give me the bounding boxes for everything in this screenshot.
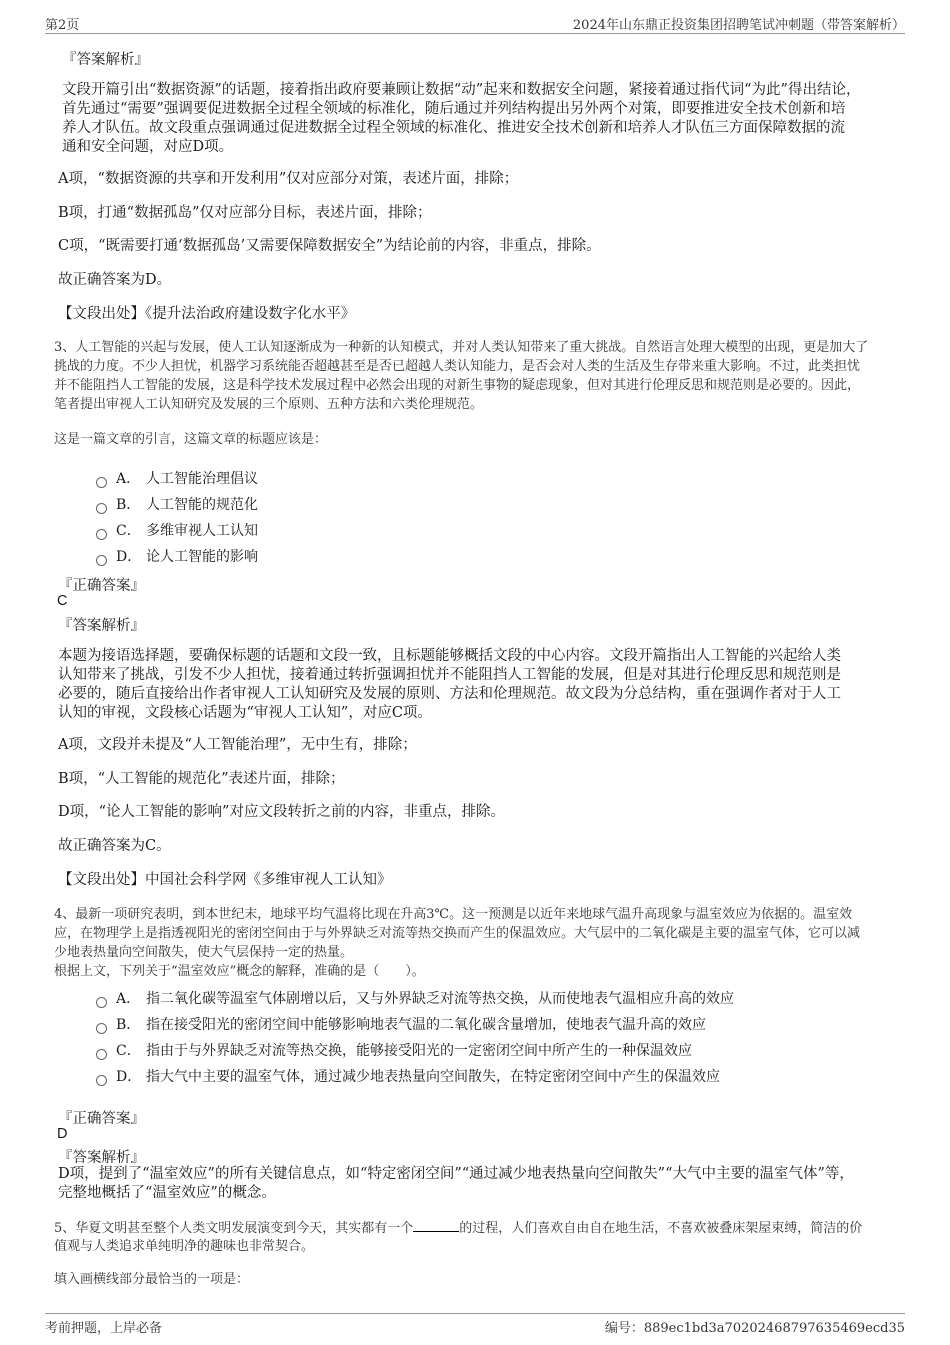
q3-correct-label: 『正确答案』 xyxy=(58,578,145,594)
radio-icon[interactable] xyxy=(96,997,107,1008)
option-text: 指二氧化碳等温室气体剧增以后，又与外界缺乏对流等热交换，从而使地表气温相应升高的效应 xyxy=(146,991,734,1007)
q3-analysis-label: 『答案解析』 xyxy=(58,618,145,634)
document-title: 2024年山东鼎正投资集团招聘笔试冲刺题（带答案解析） xyxy=(572,18,905,33)
fill-blank xyxy=(413,1218,459,1232)
q4-correct-label: 『正确答案』 xyxy=(58,1111,145,1127)
q3-analysis-line: 认知带来了挑战，引发不少人担忧，接着通过转折强调担忧并不能阻挡人工智能的发展，但是对其进行伦理反思和规范则是 xyxy=(58,667,841,683)
q4-stem-line: 应，在物理学上是指透视阳光的密闭空间由于与外界缺乏对流等热交换而产生的保温效应。大气层中的二氧化碳是主要的温室气体，它可以减 xyxy=(54,926,861,941)
radio-icon[interactable] xyxy=(96,1075,107,1086)
option-key: A． xyxy=(116,991,141,1007)
footer-slogan: 考前押题，上岸必备 xyxy=(45,1321,163,1336)
option-key: D． xyxy=(116,549,142,565)
q4-stem-line: 4、最新一项研究表明，到本世纪末，地球平均气温将比现在升高3℃。这一预测是以近年来地球气温升高现象与温室效应为依据的。温室效 xyxy=(54,907,853,922)
q3-correct-answer: C xyxy=(57,593,68,609)
q4-analysis-line: D项，提到了“温室效应”的所有关键信息点，如“特定密闭空间”“通过减少地表热量向空间散失”“大气中主要的温室气体”等， xyxy=(58,1166,854,1182)
q3-option-b[interactable] xyxy=(96,494,258,514)
page-footer xyxy=(45,1313,905,1336)
q3-analysis-line: 必要的，随后直接给出作者审视人工认知研究及发展的原则、方法和伦理规范。故文段为分总结构，重在强调作者对于人工 xyxy=(58,686,841,702)
q5-stem-before: 5、华夏文明甚至整个人类文明发展演变到今天，其实都有一个 xyxy=(54,1221,414,1236)
q3-option-a-note: A项，文段并未提及“人工智能治理”，无中生有，排除； xyxy=(58,737,417,753)
option-text: 论人工智能的影响 xyxy=(146,549,258,565)
document-code: 编号：889ec1bd3a70202468797635469ecd35 xyxy=(604,1321,905,1336)
option-key: D． xyxy=(116,1069,142,1085)
q3-option-d[interactable] xyxy=(96,546,258,566)
option-text: 指在接受阳光的密闭空间中能够影响地表气温的二氧化碳含量增加，使地表气温升高的效应 xyxy=(146,1017,706,1033)
q2-option-a-note: A项，“数据资源的共享和开发利用”仅对应部分对策，表述片面，排除； xyxy=(58,171,519,187)
q2-analysis-label: 『答案解析』 xyxy=(62,52,149,68)
q3-option-b-note: B项，“人工智能的规范化”表述片面，排除； xyxy=(58,771,345,787)
q4-analysis-label: 『答案解析』 xyxy=(58,1150,145,1166)
q2-source: 【文段出处】《提升法治政府建设数字化水平》 xyxy=(58,306,356,322)
q3-stem-line: 挑战的力度。不少人担忧，机器学习系统能否超越甚至是否已超越人类认知能力，是否会对人类的生活及生存带来重大影响。不过，此类担忧 xyxy=(54,359,861,374)
q4-option-d[interactable] xyxy=(96,1066,720,1086)
q3-stem-line: 3、人工智能的兴起与发展，使人工认知逐渐成为一种新的认知模式，并对人类认知带来了重大挑战。自然语言处理大模型的出现，更是加大了 xyxy=(54,340,869,355)
option-text: 人工智能治理倡议 xyxy=(146,471,258,487)
q3-stem-line: 笔者提出审视人工认知研究及发展的三个原则、五种方法和六类伦理规范。 xyxy=(54,397,484,412)
q5-stem-line: 值观与人类追求单纯明净的趣味也非常契合。 xyxy=(54,1239,315,1254)
q3-stem-line: 并不能阻挡人工智能的发展，这是科学技术发展过程中必然会出现的对新生事物的疑虑现象，但对其进行伦理反思和规范则是必要的。因此， xyxy=(54,378,861,393)
q3-analysis-line: 本题为接语选择题，要确保标题的话题和文段一致，且标题能够概括文段的中心内容。文段开篇指出人工智能的兴起给人类 xyxy=(58,648,841,664)
q4-prompt: 根据上文，下列关于“温室效应”概念的解释，准确的是（ ）。 xyxy=(54,964,425,979)
q2-answer: 故正确答案为D。 xyxy=(58,272,172,288)
radio-icon[interactable] xyxy=(96,503,107,514)
q5-prompt: 填入画横线部分最恰当的一项是： xyxy=(54,1272,250,1287)
radio-icon[interactable] xyxy=(96,529,107,540)
option-text: 人工智能的规范化 xyxy=(146,497,258,513)
q2-option-c-note: C项，“既需要打通‘数据孤岛’又需要保障数据安全”为结论前的内容，非重点，排除。 xyxy=(58,238,601,254)
option-text: 指大气中主要的温室气体，通过减少地表热量向空间散失，在特定密闭空间中产生的保温效应 xyxy=(146,1069,720,1085)
radio-icon[interactable] xyxy=(96,1023,107,1034)
page-header xyxy=(45,11,905,34)
q3-option-a[interactable] xyxy=(96,468,258,488)
q4-option-c[interactable] xyxy=(96,1040,692,1060)
q4-stem-line: 少地表热量向空间散失，使大气层保持一定的热量。 xyxy=(54,945,354,960)
q2-analysis-line: 首先通过“需要”强调要促进数据全过程全领域的标准化，随后通过并列结构提出另外两个对策，即要推进安全技术创新和培 xyxy=(62,101,846,117)
q2-option-b-note: B项，打通“数据孤岛”仅对应部分目标，表述片面，排除； xyxy=(58,205,432,221)
q2-analysis-line: 通和安全问题，对应D项。 xyxy=(62,139,234,155)
q2-analysis-line: 养人才队伍。故文段重点强调通过促进数据全过程全领域的标准化、推进安全技术创新和培养人才队伍三方面保障数据的流 xyxy=(62,120,845,136)
option-key: A． xyxy=(116,471,141,487)
q2-analysis-line: 文段开篇引出“数据资源”的话题，接着指出政府要兼顾让数据“动”起来和数据安全问题，紧接着通过指代词“为此”得出结论， xyxy=(62,82,861,98)
q5-stem-after: 的过程，人们喜欢自由自在地生活，不喜欢被叠床架屋束缚，简洁的价 xyxy=(459,1221,863,1236)
option-key: B． xyxy=(116,497,141,513)
option-key: C． xyxy=(116,523,141,539)
q3-source: 【文段出处】中国社会科学网《多维审视人工认知》 xyxy=(58,872,392,888)
radio-icon[interactable] xyxy=(96,555,107,566)
q5-stem-line xyxy=(54,1218,862,1238)
option-text: 指由于与外界缺乏对流等热交换，能够接受阳光的一定密闭空间中所产生的一种保温效应 xyxy=(146,1043,692,1059)
q3-prompt: 这是一篇文章的引言，这篇文章的标题应该是： xyxy=(54,432,328,447)
q4-analysis-line: 完整地概括了“温室效应”的概念。 xyxy=(58,1185,276,1201)
q3-answer: 故正确答案为C。 xyxy=(58,838,171,854)
page-number: 第2页 xyxy=(45,18,80,33)
option-key: C． xyxy=(116,1043,141,1059)
radio-icon[interactable] xyxy=(96,1049,107,1060)
q4-option-a[interactable] xyxy=(96,988,734,1008)
option-text: 多维审视人工认知 xyxy=(146,523,258,539)
option-key: B． xyxy=(116,1017,141,1033)
q3-analysis-line: 认知的审视，文段核心话题为“审视人工认知”，对应C项。 xyxy=(58,705,432,721)
q3-option-c[interactable] xyxy=(96,520,258,540)
q4-correct-answer: D xyxy=(57,1126,68,1142)
q3-option-d-note: D项，“论人工智能的影响”对应文段转折之前的内容，非重点，排除。 xyxy=(58,804,505,820)
radio-icon[interactable] xyxy=(96,477,107,488)
q4-option-b[interactable] xyxy=(96,1014,706,1034)
